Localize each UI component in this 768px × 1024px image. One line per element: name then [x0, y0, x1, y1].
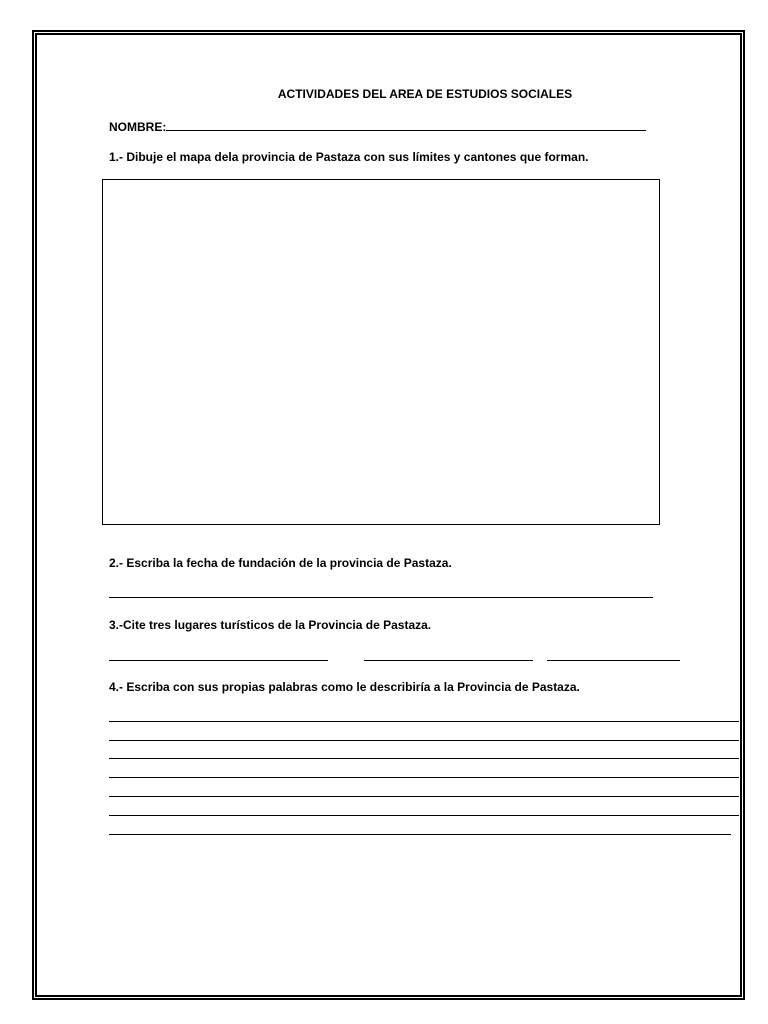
answer-line-description[interactable] [109, 815, 739, 816]
name-row [109, 119, 646, 134]
question-1: 1.- Dibuje el mapa dela provincia de Pastaza con sus límites y cantones que forman. [109, 150, 589, 164]
name-answer-line[interactable] [166, 119, 646, 131]
question-2: 2.- Escriba la fecha de fundación de la provincia de Pastaza. [109, 556, 452, 570]
document-title: ACTIVIDADES DEL AREA DE ESTUDIOS SOCIALES [277, 87, 573, 101]
answer-line-place-1[interactable] [109, 660, 328, 661]
question-4: 4.- Escriba con sus propias palabras como le describiría a la Provincia de Pastaza. [109, 680, 580, 694]
answer-line-place-2[interactable] [364, 660, 533, 661]
name-label: NOMBRE: [109, 120, 167, 134]
map-drawing-box[interactable] [102, 179, 660, 525]
answer-line-description[interactable] [109, 721, 739, 722]
answer-line-description[interactable] [109, 834, 731, 835]
answer-line-place-3[interactable] [547, 660, 680, 661]
question-3: 3.-Cite tres lugares turísticos de la Provincia de Pastaza. [109, 618, 432, 632]
answer-line-description[interactable] [109, 740, 739, 741]
answer-line-date[interactable] [109, 597, 653, 598]
answer-line-description[interactable] [109, 758, 739, 759]
answer-line-description[interactable] [109, 796, 739, 797]
answer-line-description[interactable] [109, 777, 739, 778]
